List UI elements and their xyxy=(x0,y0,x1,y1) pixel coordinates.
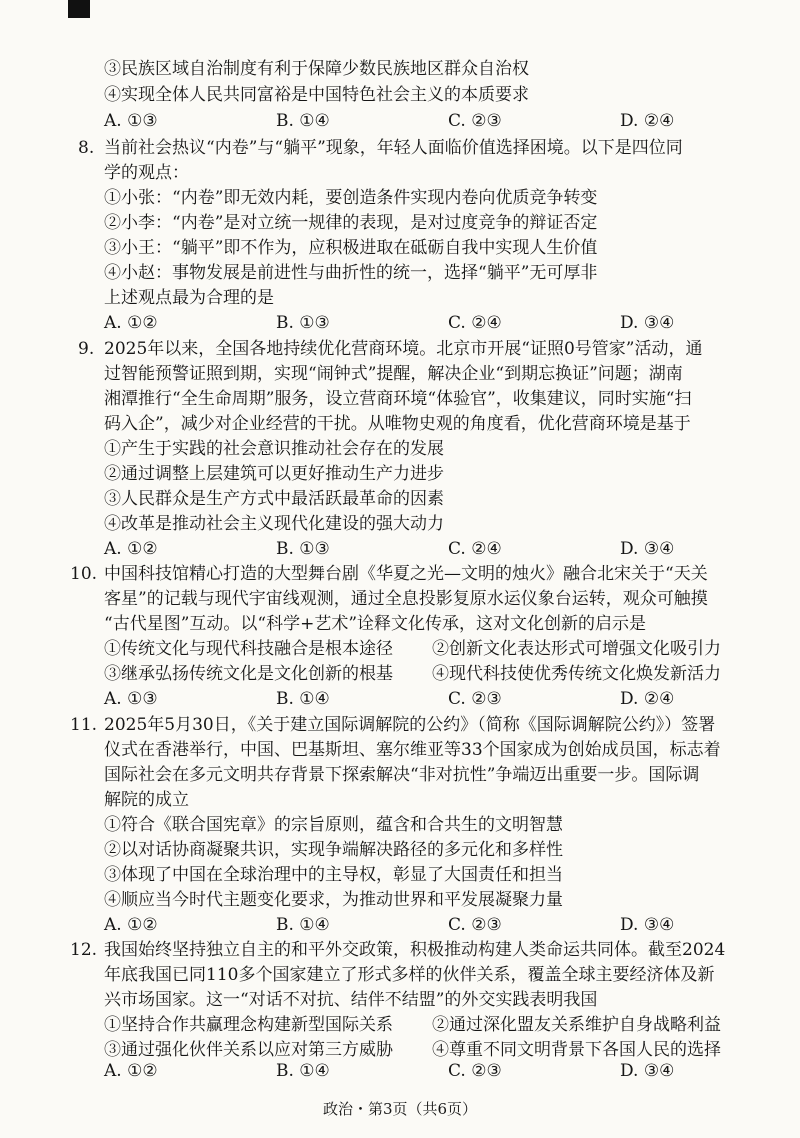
q8-ask: 上述观点最为合理的是 xyxy=(104,288,274,308)
q11-stem-line-4: 解院的成立 xyxy=(104,790,189,810)
q9-stem-line-3: 湘潭推行“全生命周期”服务，设立营商环境“体验官”，收集建议，同时实施“扫 xyxy=(104,389,692,409)
q11-item-4: ④顺应当今时代主题变化要求，为推动世界和平发展凝聚力量 xyxy=(104,890,563,910)
q10-item-3: ③继承弘扬传统文化是文化创新的根基 xyxy=(104,664,393,684)
q11-stem-line-2: 仪式在香港举行，中国、巴基斯坦、塞尔维亚等33个国家成为创始成员国，标志着 xyxy=(104,740,721,760)
q8-option-b: B. ①③ xyxy=(276,313,330,333)
q9-option-a: A. ①② xyxy=(104,539,158,559)
q9-option-b: B. ①③ xyxy=(276,539,330,559)
q11-option-b: B. ①④ xyxy=(276,915,330,935)
q7-option-a: A. ①③ xyxy=(104,111,158,131)
q9-stem-line-4: 码入企”，减少对企业经营的干扰。从唯物史观的角度看，优化营商环境是基于 xyxy=(104,414,691,434)
q7-item-4: ④实现全体人民共同富裕是中国特色社会主义的本质要求 xyxy=(104,85,529,105)
q7-option-b: B. ①④ xyxy=(276,111,330,131)
q8-option-a: A. ①② xyxy=(104,313,158,333)
q12-option-c: C. ②③ xyxy=(448,1061,502,1081)
q10-option-d: D. ②④ xyxy=(620,689,675,709)
q7-option-c: C. ②③ xyxy=(448,111,502,131)
q12-option-b: B. ①④ xyxy=(276,1061,330,1081)
q9-item-3: ③人民群众是生产方式中最活跃最革命的因素 xyxy=(104,489,444,509)
q12-stem-line-3: 兴市场国家。这一“对话不对抗、结伴不结盟”的外交实践表明我国 xyxy=(104,990,598,1010)
q11-item-2: ②以对话协商凝聚共识，实现争端解决路径的多元化和多样性 xyxy=(104,840,563,860)
q9-item-2: ②通过调整上层建筑可以更好推动生产力进步 xyxy=(104,464,444,484)
q8-option-c: C. ②④ xyxy=(448,313,502,333)
q7-item-3: ③民族区域自治制度有利于保障少数民族地区群众自治权 xyxy=(104,59,529,79)
q8-stem-line-1: 当前社会热议“内卷”与“躺平”现象，年轻人面临价值选择困境。以下是四位同 xyxy=(104,138,683,158)
q9-item-1: ①产生于实践的社会意识推动社会存在的发展 xyxy=(104,439,444,459)
q8-stem-line-2: 学的观点： xyxy=(104,163,189,183)
q12-item-2: ②通过深化盟友关系维护自身战略利益 xyxy=(432,1015,721,1035)
q8-option-d: D. ③④ xyxy=(620,313,675,333)
q10-item-1: ①传统文化与现代科技融合是根本途径 xyxy=(104,639,393,659)
q12-stem-line-2: 年底我国已同110多个国家建立了形式多样的伙伴关系，覆盖全球主要经济体及新 xyxy=(104,965,715,985)
page-footer: 政治・第3页（共6页） xyxy=(322,1100,478,1118)
q8-item-4: ④小赵：事物发展是前进性与曲折性的统一，选择“躺平”无可厚非 xyxy=(104,263,598,283)
q11-option-a: A. ①② xyxy=(104,915,158,935)
q12-number: 12. xyxy=(70,940,98,960)
q12-item-3: ③通过强化伙伴关系以应对第三方威胁 xyxy=(104,1040,393,1060)
q8-number: 8. xyxy=(78,138,95,158)
q10-number: 10. xyxy=(70,564,98,584)
q10-option-c: C. ②③ xyxy=(448,689,502,709)
q11-item-3: ③体现了中国在全球治理中的主导权，彰显了大国责任和担当 xyxy=(104,865,563,885)
q7-option-d: D. ②④ xyxy=(620,111,675,131)
q12-stem-line-1: 我国始终坚持独立自主的和平外交政策，积极推动构建人类命运共同体。截至2024 xyxy=(104,940,726,960)
q9-item-4: ④改革是推动社会主义现代化建设的强大动力 xyxy=(104,514,444,534)
q10-option-b: B. ①④ xyxy=(276,689,330,709)
q9-number: 9. xyxy=(78,339,95,359)
q8-item-1: ①小张：“内卷”即无效内耗，要创造条件实现内卷向优质竞争转变 xyxy=(104,188,598,208)
q10-stem-line-1: 中国科技馆精心打造的大型舞台剧《华夏之光—文明的烛火》融合北宋关于“天关 xyxy=(104,564,708,584)
q11-item-1: ①符合《联合国宪章》的宗旨原则，蕴含和合共生的文明智慧 xyxy=(104,815,563,835)
q8-item-2: ②小李：“内卷”是对立统一规律的表现，是对过度竞争的辩证否定 xyxy=(104,213,598,233)
q11-number: 11. xyxy=(70,715,98,735)
q10-option-a: A. ①③ xyxy=(104,689,158,709)
q12-option-a: A. ①② xyxy=(104,1061,158,1081)
q10-item-4: ④现代科技使优秀传统文化焕发新活力 xyxy=(432,664,721,684)
q11-option-d: D. ③④ xyxy=(620,915,675,935)
q11-stem-line-1: 2025年5月30日，《关于建立国际调解院的公约》（简称《国际调解院公约》）签署 xyxy=(104,715,716,735)
q9-stem-line-2: 过智能预警证照到期，实现“闹钟式”提醒，解决企业“到期忘换证”问题；湖南 xyxy=(104,364,683,384)
q12-item-4: ④尊重不同文明背景下各国人民的选择 xyxy=(432,1040,721,1060)
q10-item-2: ②创新文化表达形式可增强文化吸引力 xyxy=(432,639,721,659)
q9-option-c: C. ②④ xyxy=(448,539,502,559)
q9-option-d: D. ③④ xyxy=(620,539,675,559)
q11-option-c: C. ②③ xyxy=(448,915,502,935)
q10-stem-line-2: 客星”的记载与现代宇宙线观测，通过全息投影复原水运仪象台运转，观众可触摸 xyxy=(104,589,708,609)
q9-stem-line-1: 2025年以来，全国各地持续优化营商环境。北京市开展“证照0号管家”活动，通 xyxy=(104,339,703,359)
q8-item-3: ③小王：“躺平”即不作为，应积极进取在砥砺自我中实现人生价值 xyxy=(104,238,598,258)
q11-stem-line-3: 国际社会在多元文明共存背景下探索解决“非对抗性”争端迈出重要一步。国际调 xyxy=(104,765,700,785)
q12-item-1: ①坚持合作共赢理念构建新型国际关系 xyxy=(104,1015,393,1035)
q12-option-d: D. ③④ xyxy=(620,1061,675,1081)
q10-stem-line-3: “古代星图”互动。以“科学+艺术”诠释文化传承，这对文化创新的启示是 xyxy=(104,614,647,634)
